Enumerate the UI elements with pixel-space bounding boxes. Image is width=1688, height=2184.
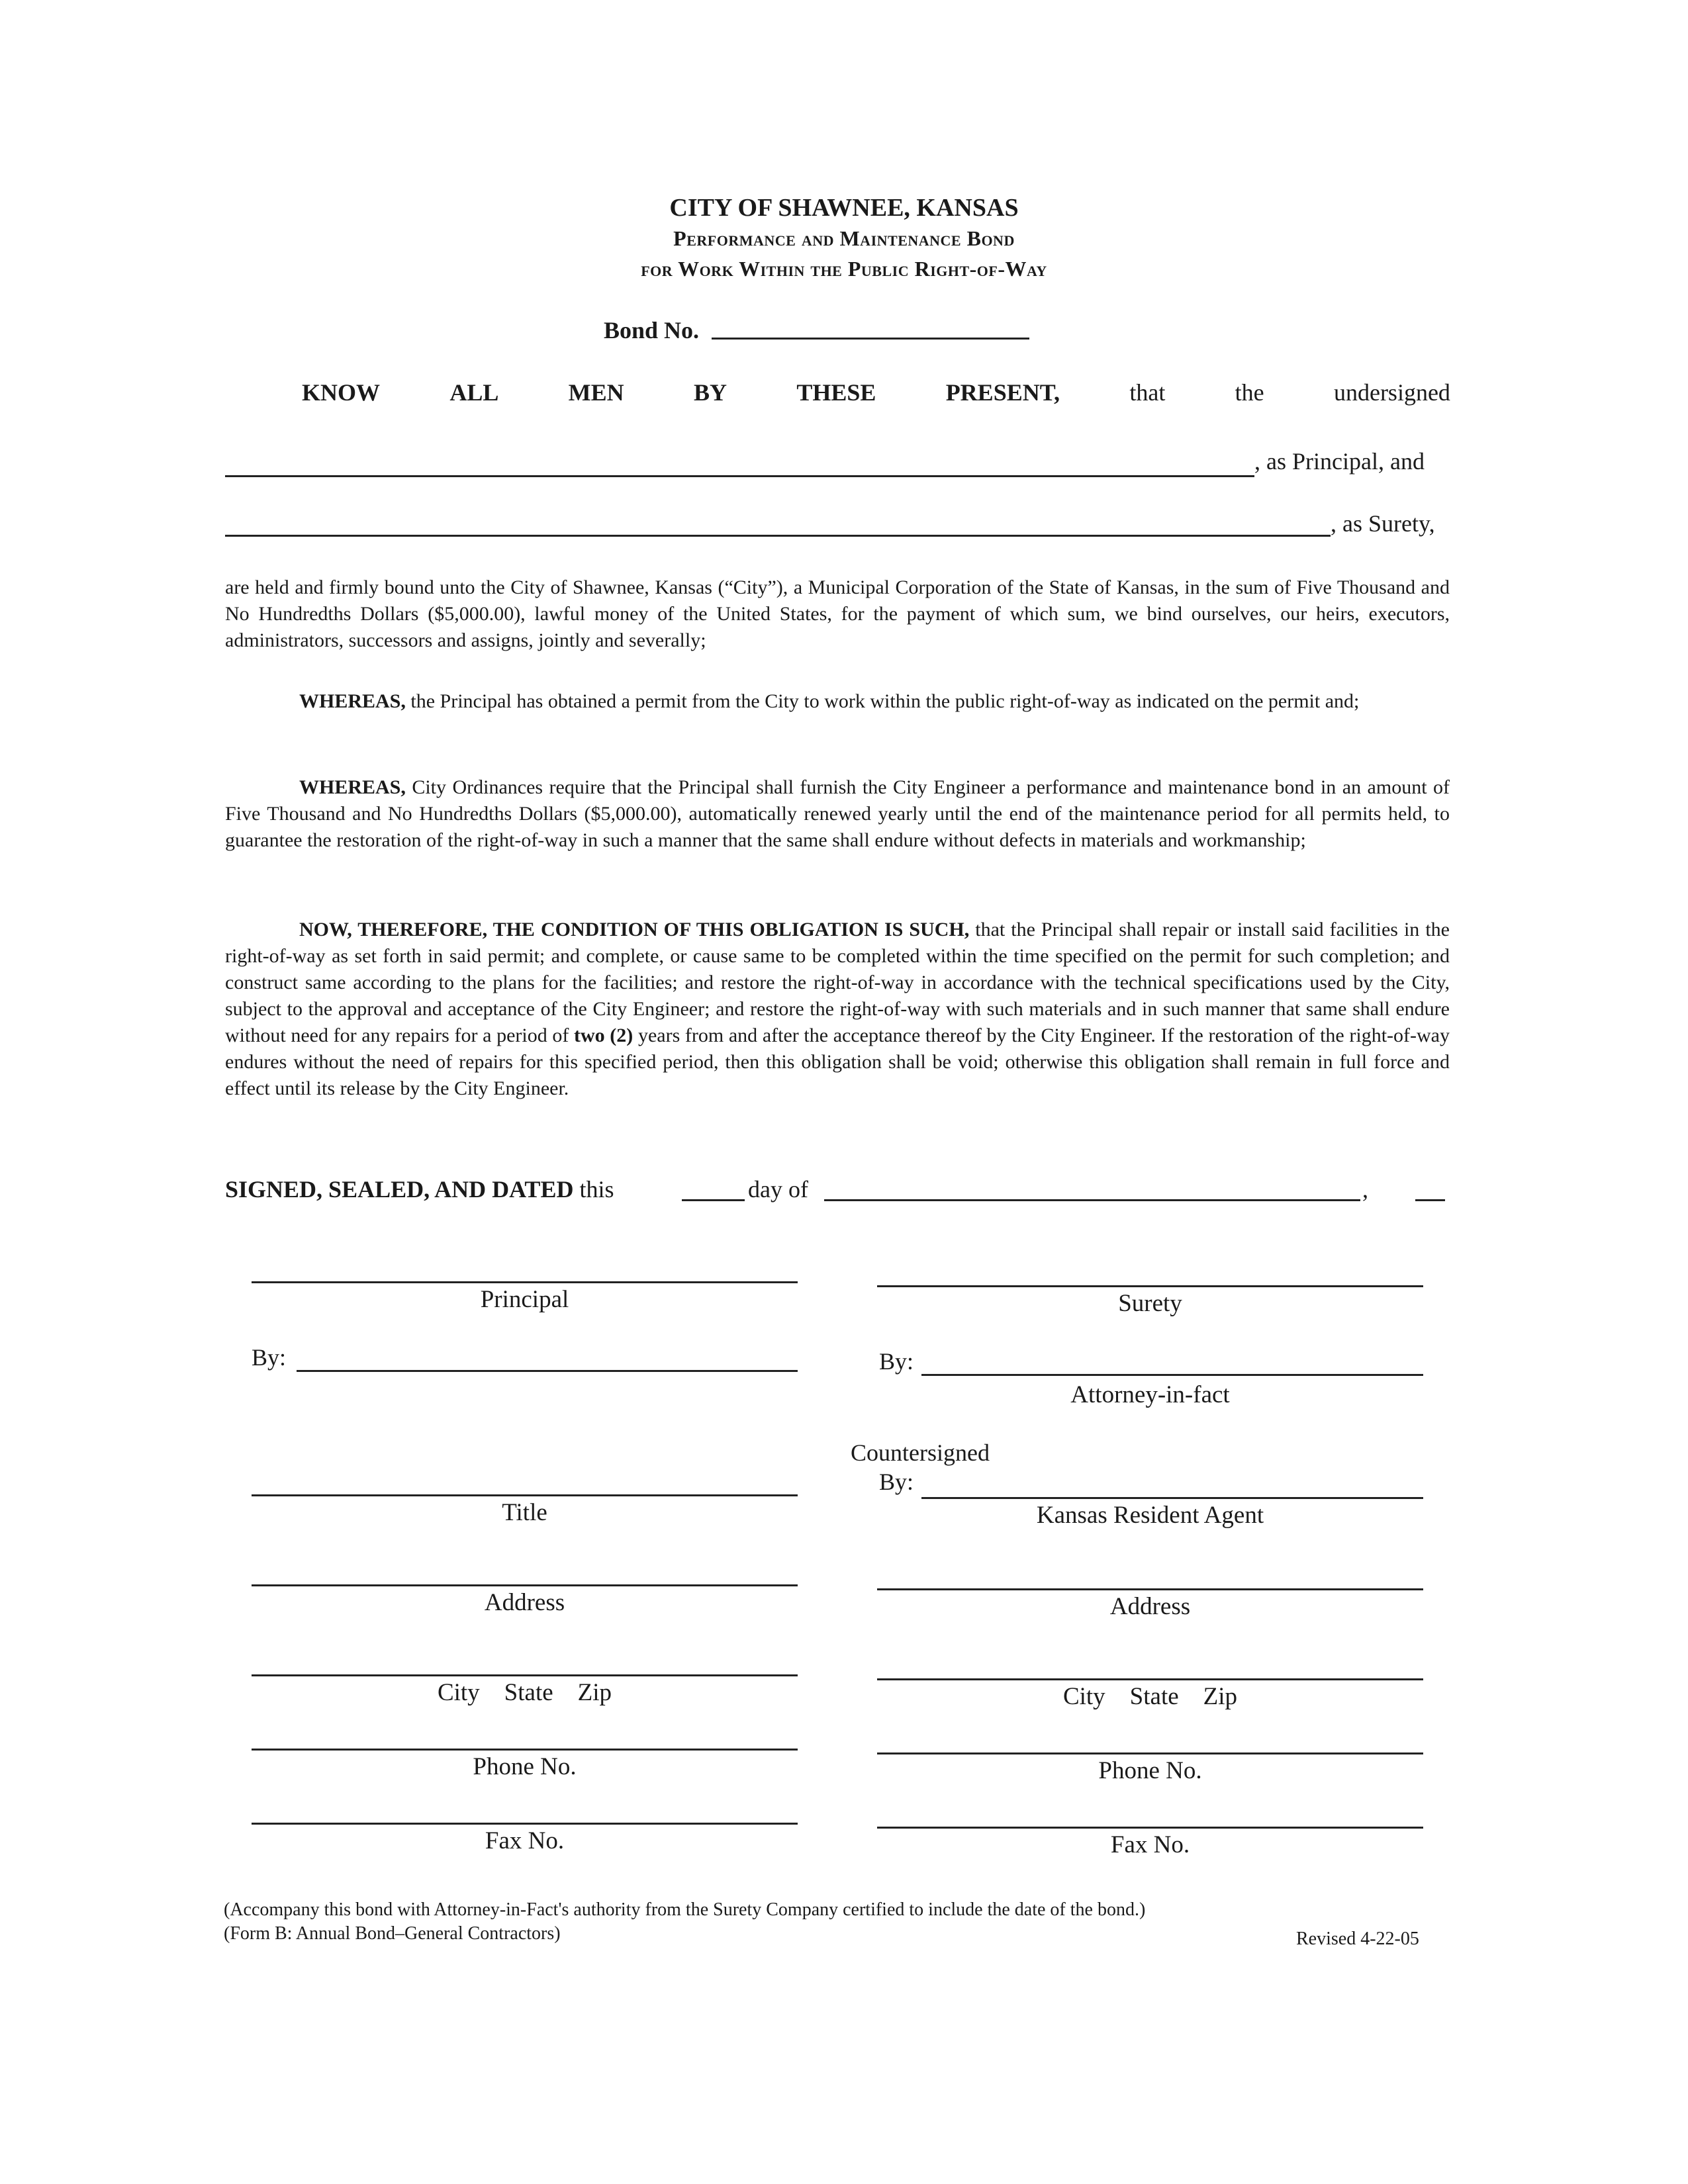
footer-form: (Form B: Annual Bond–General Contractors) xyxy=(224,1923,561,1944)
know-all-men-line xyxy=(302,379,1450,406)
men-word: MEN xyxy=(568,379,624,406)
resident-agent-field[interactable] xyxy=(921,1497,1423,1499)
condition-lead: NOW, THEREFORE, THE CONDITION OF THIS OBLIGATION IS SUCH, xyxy=(299,919,970,940)
whereas-ordinance-paragraph xyxy=(225,774,1450,854)
principal-title-label: Title xyxy=(502,1499,547,1526)
principal-phone-label: Phone No. xyxy=(473,1753,577,1780)
signed-sealed-dated xyxy=(225,1175,614,1203)
surety-by-field[interactable] xyxy=(921,1374,1423,1376)
condition-body-end: years from and after the acceptance thereof by the City Engineer. If the restoration of the right-of-way endures without the need of repairs for this specified period, then this obligation shall be void; otherwise this obligation shall remain in full force and effect until its release by the City Engineer. xyxy=(225,1024,1450,1099)
principal-suffix: , as Principal, and xyxy=(1254,448,1425,475)
signed-lead: SIGNED, SEALED, AND DATED xyxy=(225,1176,574,1203)
countersigned-label: Countersigned xyxy=(851,1439,990,1466)
surety-address-field[interactable] xyxy=(877,1588,1423,1590)
day-field[interactable] xyxy=(682,1199,745,1201)
document-subtitle-1: Performance and Maintenance Bond xyxy=(673,226,1015,250)
principal-by-label: By: xyxy=(252,1344,287,1371)
principal-address-label: Address xyxy=(484,1589,565,1616)
surety-city-state-zip-field[interactable] xyxy=(877,1678,1423,1680)
countersigned-by-label: By: xyxy=(879,1469,914,1495)
whereas-lead: WHEREAS, xyxy=(299,776,406,798)
condition-period: two (2) xyxy=(574,1024,633,1046)
document-subtitle-2: for Work Within the Public Right-of-Way xyxy=(641,257,1047,281)
surety-phone-field[interactable] xyxy=(877,1752,1423,1754)
surety-fax-field[interactable] xyxy=(877,1827,1423,1829)
footer-revised: Revised 4-22-05 xyxy=(1296,1929,1419,1949)
whereas-permit-paragraph xyxy=(225,688,1450,715)
bond-no-field[interactable] xyxy=(712,338,1029,340)
bond-no-label: Bond No. xyxy=(604,317,700,343)
the-word: the xyxy=(1235,379,1264,406)
principal-label: Principal xyxy=(480,1286,569,1313)
held-bound-paragraph: are held and firmly bound unto the City of Shawnee, Kansas (“City”), a Municipal Corporation of the State of Kansas, in the sum of Five Thousand and No Hundredths Dollars ($5,000.00), lawful money of the United States, for the payment of which sum, we bind ourselves, our heirs, executors, administrators, successors and assigns, jointly and severally; xyxy=(225,576,1450,651)
surety-address-label: Address xyxy=(1109,1593,1191,1620)
all-word: ALL xyxy=(449,379,499,406)
that-word: that xyxy=(1129,379,1166,406)
present-word: PRESENT, xyxy=(945,379,1060,406)
whereas-body: City Ordinances require that the Principal shall furnish the City Engineer a performance and maintenance bond in an amount of Five Thousand and No Hundredths Dollars ($5,000.00), automatically renewed yearly until the end of the maintenance period for all permits held, to guarantee the restoration of the right-of-way in such a manner that the same shall endure without defects in materials and workmanship; xyxy=(225,776,1450,851)
principal-fax-field[interactable] xyxy=(252,1823,798,1825)
undersigned-word: undersigned xyxy=(1333,379,1450,406)
surety-signature-field[interactable] xyxy=(877,1285,1423,1287)
signed-this: this xyxy=(579,1176,614,1203)
principal-city-state-zip-field[interactable] xyxy=(252,1674,798,1676)
surety-label: Surety xyxy=(1118,1290,1182,1317)
principal-fax-label: Fax No. xyxy=(485,1827,565,1854)
principal-by-field[interactable] xyxy=(297,1370,798,1372)
month-year-field[interactable] xyxy=(824,1199,1360,1201)
whereas-lead: WHEREAS, xyxy=(299,690,406,712)
surety-fax-label: Fax No. xyxy=(1110,1831,1190,1858)
principal-name-field[interactable] xyxy=(225,475,1254,477)
document-title: CITY OF SHAWNEE, KANSAS xyxy=(669,194,1019,222)
attorney-in-fact-label: Attorney-in-fact xyxy=(1070,1381,1230,1408)
by-word: BY xyxy=(693,379,727,406)
signed-day-of: day of xyxy=(748,1176,808,1203)
footer-note: (Accompany this bond with Attorney-in-Fact's authority from the Surety Company certified to include the date of the bond.) xyxy=(224,1899,1146,1920)
surety-name-field[interactable] xyxy=(225,535,1331,537)
condition-body: that the Principal shall repair or install said facilities in the right-of-way as set forth in said permit; and complete, or cause same to be completed within the time specified on the permit for such completion; and construct same according to the plans for the facilities; and restore the right-of-way in accordance with the technical specifications used by the City, subject to the approval and acceptance of the City Engineer; and restore the right-of-way with such materials and in such manner that same shall endure without need for any repairs for a period of xyxy=(225,919,1450,1046)
surety-suffix: , as Surety, xyxy=(1331,510,1435,537)
these-word: THESE xyxy=(796,379,876,406)
signed-comma: , xyxy=(1362,1176,1368,1203)
principal-address-field[interactable] xyxy=(252,1584,798,1586)
year-field[interactable] xyxy=(1415,1199,1445,1201)
principal-phone-field[interactable] xyxy=(252,1749,798,1751)
principal-title-field[interactable] xyxy=(252,1494,798,1496)
principal-signature-field[interactable] xyxy=(252,1281,798,1283)
know-word: KNOW xyxy=(302,379,381,406)
surety-city-state-zip-label: City State Zip xyxy=(1062,1683,1238,1710)
whereas-body: the Principal has obtained a permit from the City to work within the public right-of-way as indicated on the permit and; xyxy=(405,690,1360,712)
surety-phone-label: Phone No. xyxy=(1098,1757,1202,1784)
condition-paragraph xyxy=(225,917,1450,1102)
surety-by-label: By: xyxy=(879,1348,914,1375)
kansas-resident-agent-label: Kansas Resident Agent xyxy=(1036,1502,1264,1529)
principal-city-state-zip-label: City State Zip xyxy=(437,1679,612,1706)
